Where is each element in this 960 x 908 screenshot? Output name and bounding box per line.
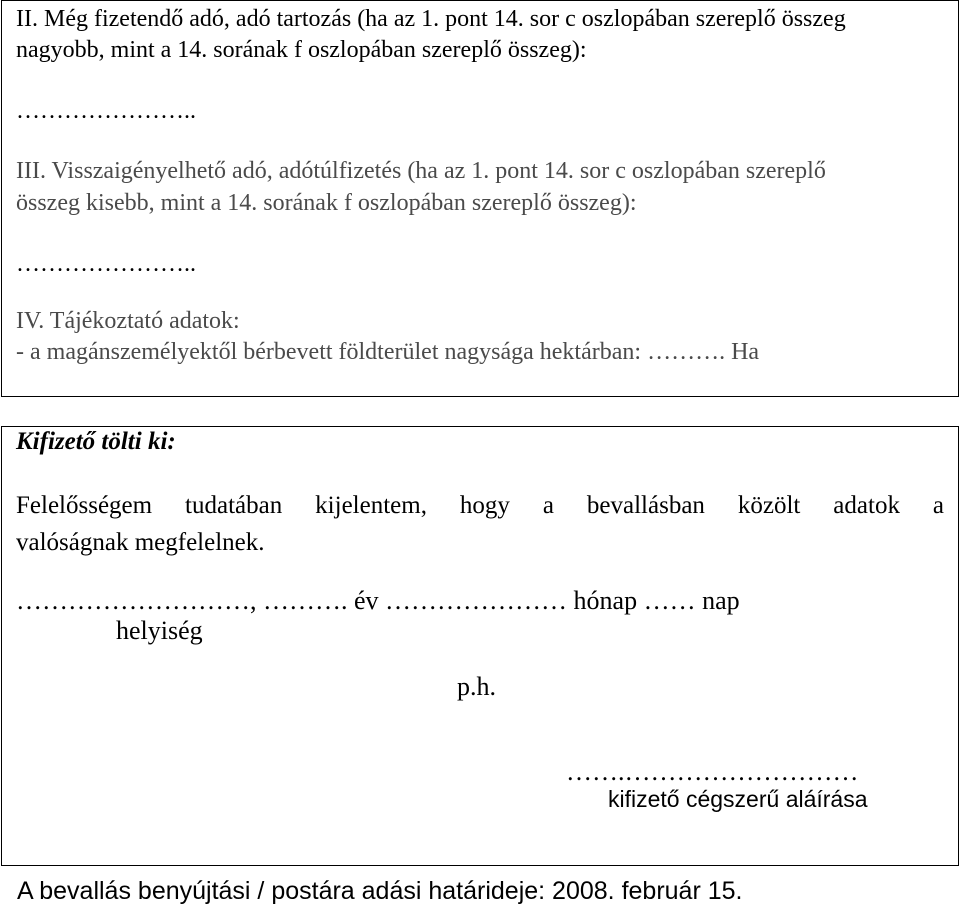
signature-line[interactable]: …….……………………… [566,757,859,786]
section-3-amount-blank[interactable]: ………………….. [16,251,196,277]
submission-deadline: A bevallás benyújtási / postára adási határideje: 2008. február 15. [17,877,743,905]
section-3-line-2: összeg kisebb, mint a 14. sorának f oszlopában szereplő összeg): [16,190,637,216]
section-4-land-area-item: - a magánszemélyektől bérbevett földterület nagysága hektárban: ………. Ha [16,339,760,365]
section-2-line-2: nagyobb, mint a 14. sorának f oszlopában szereplő összeg): [16,37,587,63]
declaration-line-2: valóságnak megfelelnek. [16,529,265,556]
section-2-amount-blank[interactable]: ………………….. [16,98,196,124]
section-3-line-1: III. Visszaigényelhető adó, adótúlfizetés (ha az 1. pont 14. sor c oszlopában szereplő [16,158,826,184]
payer-heading: Kifizető tölti ki: [16,428,176,455]
place-label: helyiség [116,616,203,645]
date-place-line[interactable]: ………………………, ………. év ………………… hónap …… nap [16,586,740,615]
stamp-label: p.h. [457,672,496,701]
section-2-line-1: II. Még fizetendő adó, adó tartozás (ha az 1. pont 14. sor c oszlopában szereplő összeg [16,6,846,32]
signature-label: kifizető cégszerű aláírása [608,786,868,812]
declaration-line-1: Felelősségem tudatában kijelentem, hogy a bevallásban közölt adatok a [16,492,944,519]
section-4-title: IV. Tájékoztató adatok: [16,308,240,334]
